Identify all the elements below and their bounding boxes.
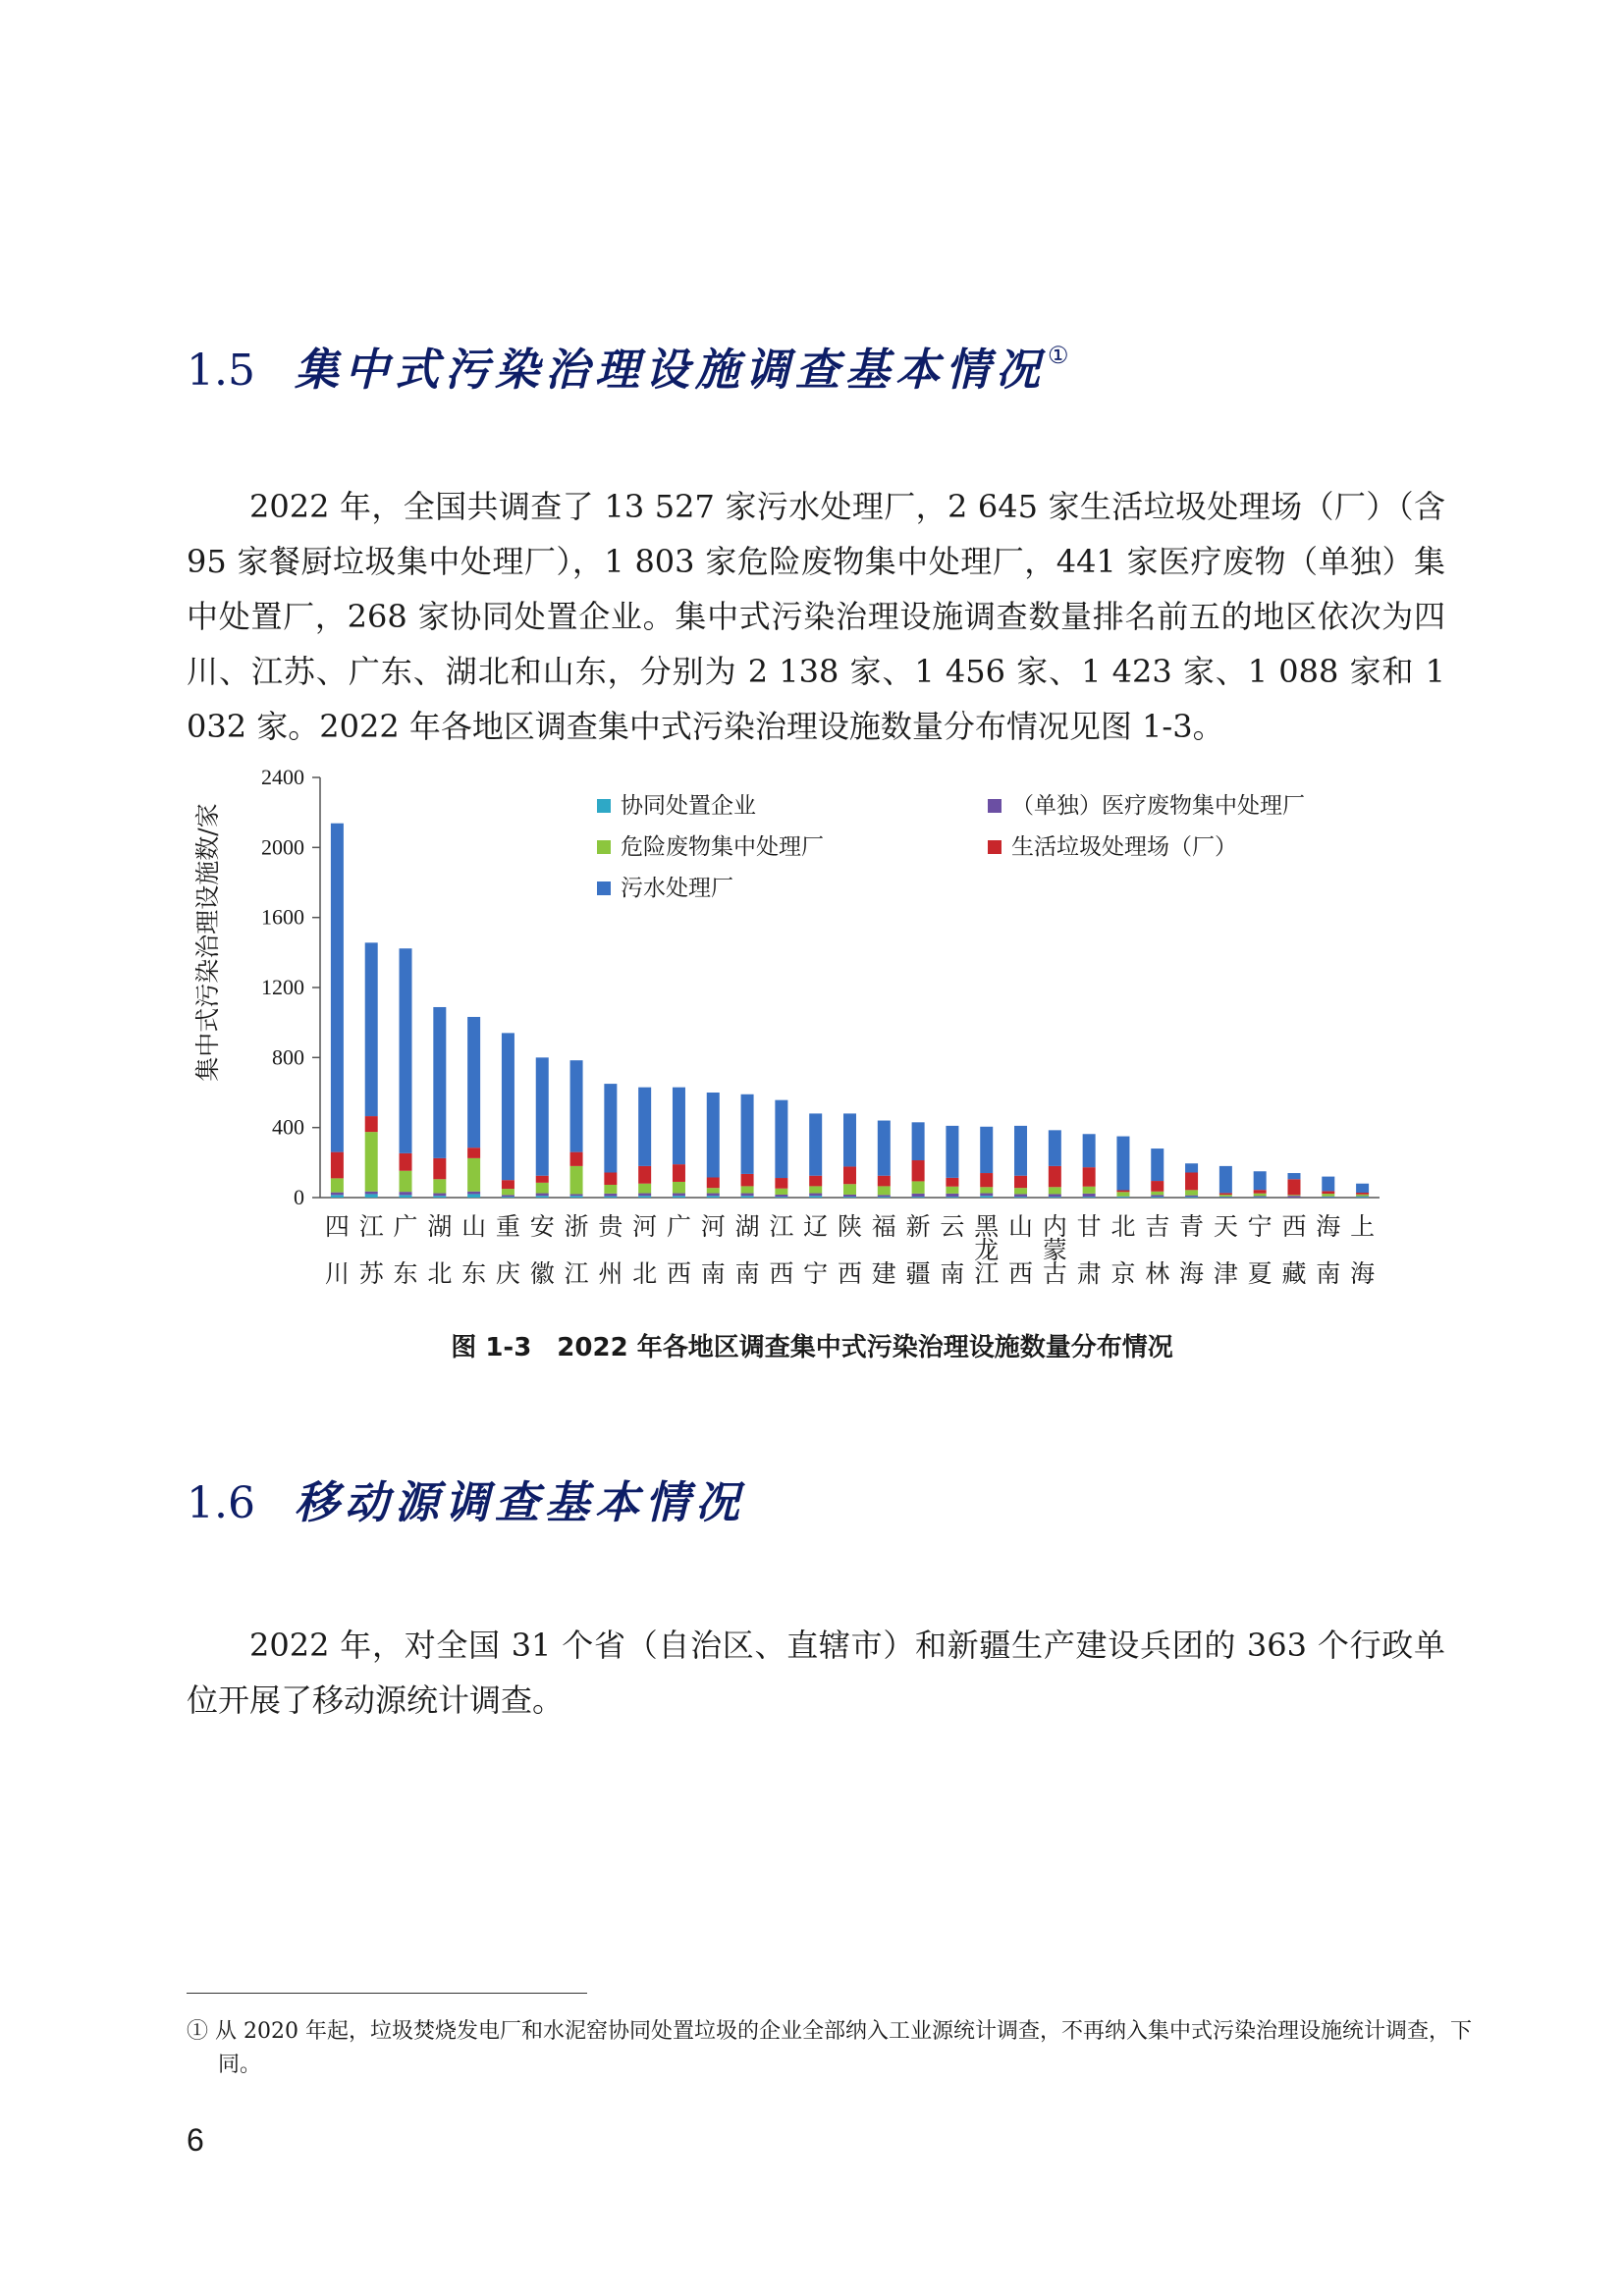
bar-segment <box>843 1197 856 1198</box>
y-tick-label: 1200 <box>261 975 304 999</box>
bar-segment <box>1049 1194 1061 1197</box>
bar-segment <box>1116 1191 1129 1193</box>
legend-item <box>988 793 1305 819</box>
bar-segment <box>912 1197 925 1198</box>
section-title: 集中式污染治理设施调查基本情况 <box>295 344 1047 396</box>
bar-segment <box>1083 1187 1096 1194</box>
bar-segment <box>673 1164 685 1182</box>
province-name: 新疆 <box>905 1212 931 1288</box>
bar-segment <box>741 1194 754 1197</box>
bar-segment <box>1219 1197 1232 1198</box>
bar-segment <box>502 1195 514 1197</box>
legend-label: 污水处理厂 <box>621 876 733 901</box>
footnote: ① 从 2020 年起，垃圾焚烧发电厂和水泥窑协同处置垃圾的企业全部纳入工业源统计调查，不再纳入集中式污染治理设施统计调查，下同。 <box>187 2019 1472 2077</box>
province-name: 宁夏 <box>1247 1212 1272 1288</box>
bar-segment <box>912 1122 925 1160</box>
bar-segment <box>1049 1166 1061 1187</box>
x-tick-label <box>1248 1212 1272 1288</box>
bar-segment <box>502 1033 514 1180</box>
figure-caption: 图 1-3 2022 年各地区调查集中式污染治理设施数量分布情况 <box>451 1333 1173 1362</box>
bar-segment <box>741 1196 754 1198</box>
stacked-bar-chart <box>187 756 1404 1306</box>
bar-segment <box>741 1174 754 1186</box>
bar-segment <box>1049 1197 1061 1198</box>
bar-segment <box>878 1195 891 1197</box>
province-name: 湖北 <box>427 1212 453 1288</box>
bar-segment <box>467 1192 480 1195</box>
x-tick-label <box>598 1212 624 1288</box>
y-tick-label: 1600 <box>261 904 304 930</box>
bar-segment <box>1356 1184 1369 1193</box>
bars <box>331 824 1369 1198</box>
province-name: 江西 <box>769 1212 794 1288</box>
bar-segment <box>946 1194 958 1197</box>
bar-segment <box>878 1176 891 1187</box>
y-tick-label: 800 <box>272 1044 304 1070</box>
bar-segment <box>707 1188 720 1193</box>
province-name: 河北 <box>632 1212 658 1288</box>
x-tick-label <box>906 1212 931 1288</box>
bar-segment <box>809 1194 822 1197</box>
bar-segment <box>1287 1196 1300 1198</box>
bar-segment <box>912 1181 925 1193</box>
bar-segment <box>707 1194 720 1197</box>
bar-segment <box>878 1197 891 1198</box>
province-name: 江苏 <box>358 1212 384 1288</box>
bar-segment <box>1219 1193 1232 1195</box>
bar-segment <box>1151 1181 1164 1192</box>
bar-segment <box>1049 1130 1061 1166</box>
bar-segment <box>741 1095 754 1174</box>
bar-segment <box>1049 1187 1061 1194</box>
bar-segment <box>980 1194 993 1197</box>
province-name: 福建 <box>871 1212 896 1288</box>
x-tick-label <box>1110 1212 1135 1288</box>
x-tick-label <box>394 1212 418 1288</box>
bar-segment <box>400 1195 412 1198</box>
x-tick-label <box>701 1212 726 1288</box>
bar-segment <box>843 1166 856 1184</box>
bar-segment <box>673 1182 685 1194</box>
province-name: 海南 <box>1316 1212 1341 1288</box>
province-name: 吉林 <box>1145 1212 1170 1288</box>
bar-segment <box>809 1176 822 1187</box>
bar-segment <box>1219 1195 1232 1197</box>
footnote-divider <box>187 1993 587 1994</box>
bar-segment <box>638 1184 651 1194</box>
bar-segment <box>1151 1148 1164 1181</box>
province-name: 甘肃 <box>1076 1212 1102 1288</box>
section-number: 1.6 <box>187 1478 255 1528</box>
legend-swatch <box>597 840 611 854</box>
bar-segment <box>1083 1134 1096 1167</box>
section-1-6-paragraph: 2022 年，对全国 31 个省（自治区、直辖市）和新疆生产建设兵团的 363 个行政单位开展了移动源统计调查。 <box>187 1627 1445 1719</box>
bar-segment <box>1356 1197 1369 1198</box>
bar-segment <box>433 1007 446 1158</box>
bar-segment <box>775 1100 787 1178</box>
bar-segment <box>400 1153 412 1171</box>
x-tick-label <box>974 1212 1000 1288</box>
x-tick-label <box>632 1212 657 1288</box>
bar-segment <box>741 1186 754 1193</box>
bar-segment <box>912 1194 925 1197</box>
bar-segment <box>1254 1171 1267 1190</box>
bar-segment <box>1151 1192 1164 1196</box>
bar-segment <box>809 1196 822 1198</box>
province-name: 上海 <box>1350 1212 1376 1288</box>
bar-segment <box>1254 1197 1267 1198</box>
bar-segment <box>400 1171 412 1192</box>
x-tick-label <box>1077 1212 1102 1288</box>
bar-segment <box>946 1197 958 1198</box>
x-tick-label <box>359 1212 385 1288</box>
bar-segment <box>1356 1197 1369 1198</box>
bar-segment <box>707 1196 720 1198</box>
bar-segment <box>365 1116 378 1132</box>
bar-segment <box>570 1194 583 1196</box>
province-name: 广西 <box>666 1212 691 1288</box>
bar-segment <box>604 1084 617 1172</box>
bar-segment <box>400 1192 412 1195</box>
bar-segment <box>570 1060 583 1151</box>
bar-segment <box>1014 1197 1027 1198</box>
bar-segment <box>775 1189 787 1195</box>
x-tick-label <box>427 1212 452 1288</box>
legend <box>597 793 1305 901</box>
bar-segment <box>775 1195 787 1197</box>
province-name: 黑龙江 <box>974 1212 1000 1288</box>
province-name: 陕西 <box>837 1212 863 1288</box>
bar-segment <box>331 824 344 1152</box>
x-tick-label <box>325 1212 350 1288</box>
x-tick-label <box>1179 1212 1204 1288</box>
x-tick-label <box>1316 1212 1340 1288</box>
bar-segment <box>638 1194 651 1197</box>
x-tick-label <box>461 1212 486 1288</box>
x-tick-label <box>838 1212 862 1288</box>
bar-segment <box>502 1197 514 1198</box>
bar-segment <box>1356 1193 1369 1195</box>
bar-segment <box>502 1180 514 1189</box>
bar-segment <box>536 1183 549 1194</box>
bar-segment <box>638 1088 651 1166</box>
bar-segment <box>1151 1195 1164 1197</box>
x-tick-label <box>1043 1212 1067 1288</box>
x-tick-label <box>769 1212 793 1288</box>
bar-segment <box>1322 1194 1334 1197</box>
footnote-marker: ① <box>1048 342 1069 369</box>
bar-segment <box>946 1187 958 1194</box>
x-tick-label <box>565 1212 589 1288</box>
bar-segment <box>775 1197 787 1198</box>
bar-segment <box>1014 1126 1027 1176</box>
bar-segment <box>775 1178 787 1189</box>
bar-segment <box>1322 1197 1334 1198</box>
province-name: 云南 <box>940 1212 965 1288</box>
bar-segment <box>1083 1197 1096 1198</box>
province-name: 四川 <box>324 1212 350 1288</box>
bar-segment <box>604 1172 617 1184</box>
legend-label: （单独）医疗废物集中处理厂 <box>1011 793 1305 819</box>
bar-segment <box>673 1194 685 1197</box>
bar-segment <box>365 1132 378 1192</box>
province-name: 贵州 <box>598 1212 623 1288</box>
province-name: 西藏 <box>1281 1212 1307 1288</box>
x-tick-label <box>872 1212 896 1288</box>
bar-segment <box>365 1194 378 1198</box>
bar-segment <box>809 1186 822 1193</box>
legend-item <box>597 793 756 819</box>
bar-segment <box>365 942 378 1116</box>
bar-segment <box>1219 1166 1232 1193</box>
section-title: 移动源调查基本情况 <box>295 1476 746 1528</box>
bar-segment <box>1287 1179 1300 1195</box>
legend-item <box>988 834 1237 860</box>
x-tick-label <box>1281 1212 1306 1288</box>
bar-segment <box>1219 1197 1232 1198</box>
bar-segment <box>1014 1194 1027 1197</box>
bar-segment <box>1254 1194 1267 1197</box>
bar-segment <box>1185 1172 1198 1190</box>
province-name: 安徽 <box>529 1212 555 1288</box>
bar-segment <box>1151 1197 1164 1198</box>
bar-segment <box>433 1194 446 1197</box>
bar-segment <box>536 1176 549 1183</box>
bar-segment <box>331 1152 344 1179</box>
bar-segment <box>536 1196 549 1198</box>
province-name: 山西 <box>1008 1212 1034 1288</box>
bar-segment <box>1116 1192 1129 1196</box>
bar-segment <box>912 1160 925 1181</box>
province-name: 辽宁 <box>803 1212 829 1288</box>
bar-segment <box>707 1093 720 1177</box>
province-name: 天津 <box>1213 1212 1238 1288</box>
province-name: 浙江 <box>564 1212 589 1288</box>
bar-segment <box>707 1177 720 1188</box>
bar-segment <box>536 1194 549 1197</box>
province-name: 湖南 <box>734 1212 760 1288</box>
legend-swatch <box>988 799 1001 813</box>
bar-segment <box>1254 1190 1267 1194</box>
bar-segment <box>1116 1137 1129 1191</box>
bar-segment <box>433 1158 446 1179</box>
x-tick-label <box>1350 1212 1375 1288</box>
legend-label: 危险废物集中处理厂 <box>621 834 824 860</box>
province-name: 山东 <box>461 1212 487 1288</box>
province-name: 内蒙古 <box>1042 1212 1067 1288</box>
bar-segment <box>1014 1176 1027 1188</box>
bar-segment <box>980 1187 993 1193</box>
bar-segment <box>638 1166 651 1184</box>
x-tick-label <box>530 1212 555 1288</box>
x-tick-label <box>940 1212 964 1288</box>
bar-segment <box>331 1195 344 1198</box>
bar-segment <box>365 1192 378 1195</box>
bar-segment <box>1185 1190 1198 1195</box>
bar-segment <box>843 1195 856 1197</box>
x-tick-label <box>803 1212 828 1288</box>
legend-swatch <box>597 881 611 895</box>
bar-segment <box>1185 1196 1198 1197</box>
bar-segment <box>1083 1167 1096 1187</box>
bar-segment <box>1287 1195 1300 1196</box>
y-tick-label: 400 <box>272 1114 304 1140</box>
bar-segment <box>980 1127 993 1173</box>
section-1-5-paragraph: 2022 年，全国共调查了 13 527 家污水处理厂，2 645 家生活垃圾处理场（厂）（含 95 家餐厨垃圾集中处理厂），1 803 家危险废物集中处理厂，441 家医疗废物（单独）集中处置厂，268 家协同处置企业。集中式污染治理设施调查数量排名前五的地区依次为四川、江苏、广东、湖北和山东，分别为 2 138 家、1 456 家、1 423 家、1 088 家和 1 032 家。2022 年各地区调查集中式污染治理设施数量分布情况见图 1-3。 <box>187 488 1445 745</box>
legend-swatch <box>597 799 611 813</box>
province-name: 北京 <box>1110 1212 1136 1288</box>
bar-segment <box>980 1173 993 1187</box>
bar-segment <box>638 1196 651 1198</box>
x-tick-label <box>1008 1212 1033 1288</box>
section-1-6-heading <box>187 1476 746 1528</box>
bar-segment <box>1014 1188 1027 1194</box>
bar-segment <box>604 1185 617 1194</box>
bar-segment <box>1322 1197 1334 1198</box>
bar-segment <box>809 1113 822 1175</box>
y-tick-label: 0 <box>294 1185 304 1209</box>
page-number: 6 <box>187 2122 204 2158</box>
province-name: 青海 <box>1179 1212 1205 1288</box>
legend-item <box>597 834 824 860</box>
bar-segment <box>1116 1197 1129 1198</box>
bar-segment <box>673 1196 685 1198</box>
bar-segment <box>604 1197 617 1198</box>
bar-segment <box>843 1184 856 1195</box>
bar-segment <box>433 1179 446 1193</box>
bar-segment <box>467 1148 480 1158</box>
legend-swatch <box>988 840 1001 854</box>
bar-segment <box>467 1017 480 1148</box>
bar-segment <box>673 1088 685 1164</box>
section-1-5-heading <box>187 342 1069 396</box>
x-tick-label <box>667 1212 691 1288</box>
y-tick-label: 2000 <box>261 834 304 860</box>
bar-segment <box>980 1196 993 1198</box>
bar-segment <box>1254 1196 1267 1197</box>
bar-segment <box>331 1178 344 1192</box>
legend-label: 协同处置企业 <box>621 793 756 819</box>
x-tick-label <box>1145 1212 1169 1288</box>
legend-item <box>597 876 733 901</box>
y-axis-label: 集中式污染治理设施数/家 <box>193 803 222 1082</box>
bar-segment <box>1185 1163 1198 1172</box>
province-name: 河南 <box>700 1212 726 1288</box>
bar-segment <box>433 1196 446 1198</box>
bar-segment <box>878 1186 891 1195</box>
bar-segment <box>604 1194 617 1197</box>
section-number: 1.5 <box>187 346 255 396</box>
bar-segment <box>400 948 412 1153</box>
bar-segment <box>467 1194 480 1198</box>
bar-segment <box>946 1126 958 1178</box>
bar-segment <box>536 1057 549 1175</box>
province-name: 广东 <box>393 1212 418 1288</box>
bar-segment <box>1322 1177 1334 1192</box>
bar-segment <box>570 1166 583 1195</box>
x-tick-label <box>1214 1212 1238 1288</box>
x-tick-label <box>496 1212 520 1288</box>
province-name: 重庆 <box>495 1212 520 1288</box>
x-axis-labels <box>325 1212 1375 1288</box>
bar-segment <box>502 1189 514 1195</box>
bar-segment <box>1356 1195 1369 1197</box>
bar-segment <box>570 1152 583 1166</box>
bar-segment <box>331 1193 344 1196</box>
bar-segment <box>570 1196 583 1198</box>
bar-segment <box>1083 1194 1096 1197</box>
bar-segment <box>1185 1197 1198 1198</box>
bar-segment <box>1322 1191 1334 1194</box>
y-tick-label: 2400 <box>261 765 304 789</box>
bar-segment <box>946 1178 958 1187</box>
bar-segment <box>878 1121 891 1176</box>
x-tick-label <box>735 1212 760 1288</box>
bar-segment <box>1287 1173 1300 1179</box>
bar-segment <box>843 1113 856 1166</box>
bar-segment <box>467 1158 480 1192</box>
legend-label: 生活垃圾处理场（厂） <box>1011 834 1237 860</box>
